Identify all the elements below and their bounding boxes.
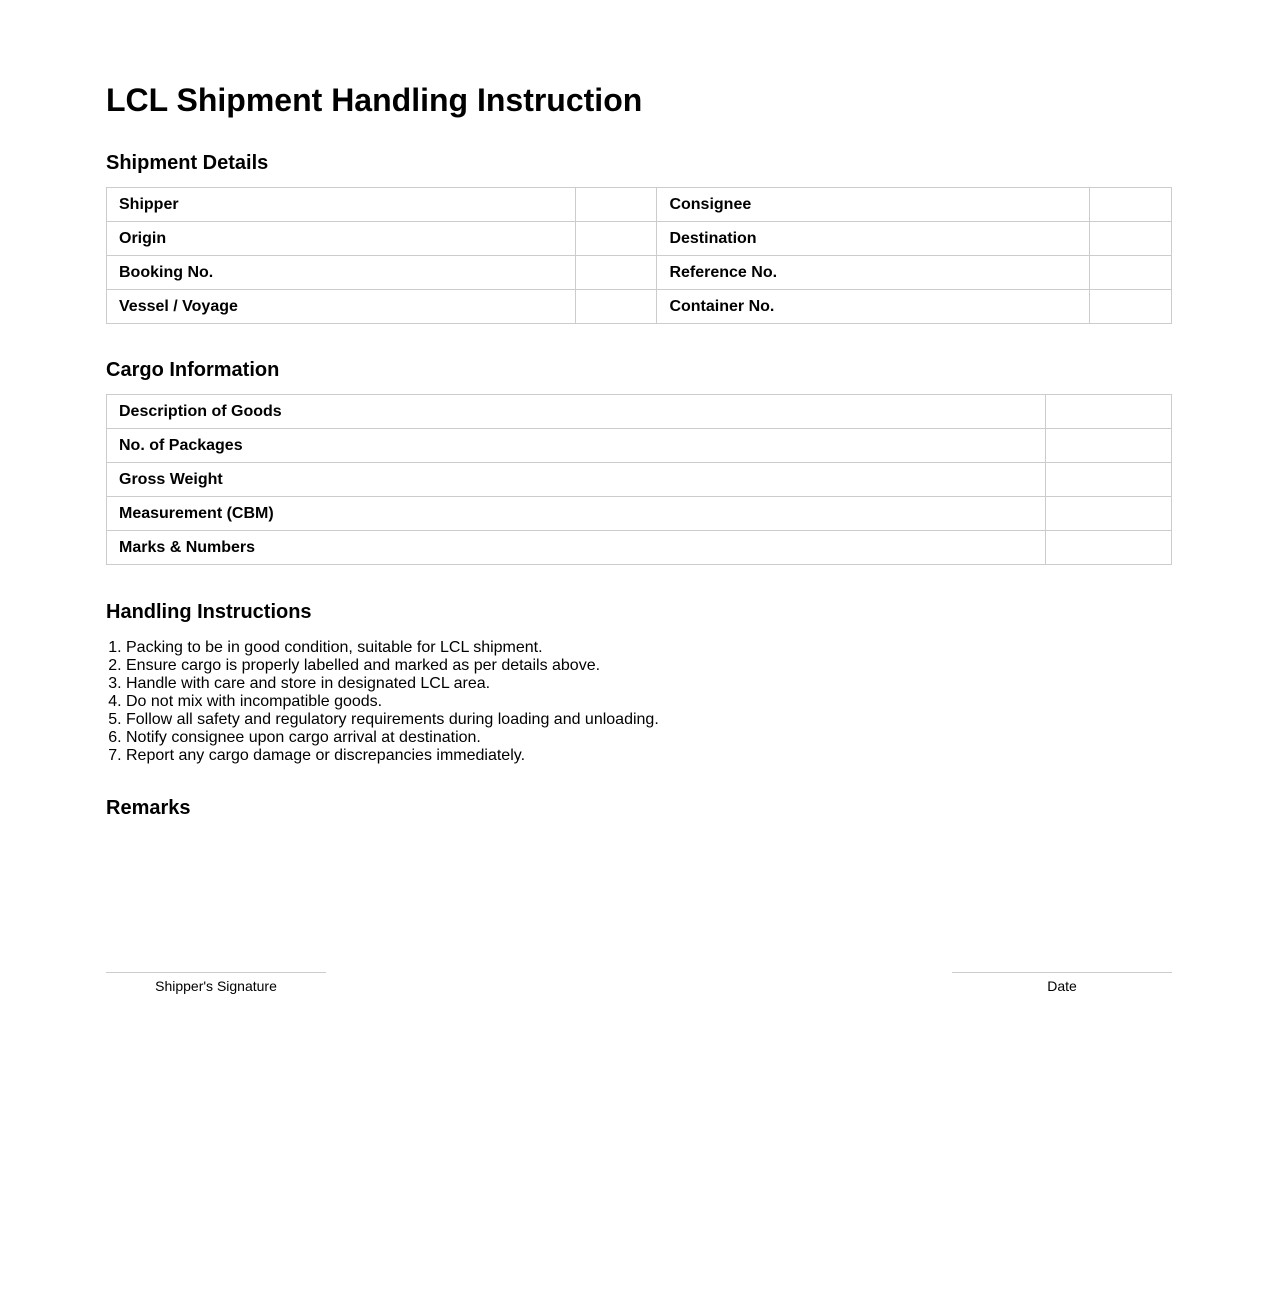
table-row [107,188,1172,222]
field-label: Vessel / Voyage [107,290,576,324]
field-value[interactable] [1046,497,1172,531]
field-value[interactable] [1090,188,1172,222]
shipper-signature-line: Shipper's Signature [106,972,326,994]
handling-instructions-list [106,639,659,765]
field-value[interactable] [1046,395,1172,429]
field-value[interactable] [1090,290,1172,324]
field-label: Reference No. [657,256,1090,290]
table-row [107,222,1172,256]
field-value[interactable] [575,256,657,290]
table-row [107,497,1172,531]
field-value[interactable] [575,188,657,222]
handling-instructions-heading: Handling Instructions [106,601,312,623]
list-item: 2. Ensure cargo is properly labelled and marked as per details above. [126,657,659,675]
field-value[interactable] [1046,531,1172,565]
list-item: 7. Report any cargo damage or discrepancies immediately. [126,747,659,765]
list-item: 4. Do not mix with incompatible goods. [126,693,659,711]
remarks-heading: Remarks [106,797,191,819]
field-value[interactable] [1090,222,1172,256]
field-label: Destination [657,222,1090,256]
field-value[interactable] [1046,463,1172,497]
field-label: Booking No. [107,256,576,290]
field-value[interactable] [1090,256,1172,290]
table-row [107,256,1172,290]
page-title: LCL Shipment Handling Instruction [106,82,643,118]
table-row [107,290,1172,324]
field-label: Shipper [107,188,576,222]
field-value[interactable] [575,222,657,256]
list-item: 1. Packing to be in good condition, suitable for LCL shipment. [126,639,659,657]
list-item: 3. Handle with care and store in designated LCL area. [126,675,659,693]
table-row [107,531,1172,565]
field-value[interactable] [575,290,657,324]
list-item: 5. Follow all safety and regulatory requirements during loading and unloading. [126,711,659,729]
field-label: Measurement (CBM) [107,497,1046,531]
list-item: 6. Notify consignee upon cargo arrival at destination. [126,729,659,747]
shipment-details-heading: Shipment Details [106,152,269,174]
field-value[interactable] [1046,429,1172,463]
shipment-details-table [106,187,1172,324]
field-label: Consignee [657,188,1090,222]
field-label: No. of Packages [107,429,1046,463]
field-label: Gross Weight [107,463,1046,497]
cargo-information-table [106,394,1172,565]
table-row [107,429,1172,463]
field-label: Origin [107,222,576,256]
date-signature-line: Date [952,972,1172,994]
field-label: Marks & Numbers [107,531,1046,565]
cargo-information-heading: Cargo Information [106,359,280,381]
field-label: Description of Goods [107,395,1046,429]
table-row [107,395,1172,429]
field-label: Container No. [657,290,1090,324]
table-row [107,463,1172,497]
